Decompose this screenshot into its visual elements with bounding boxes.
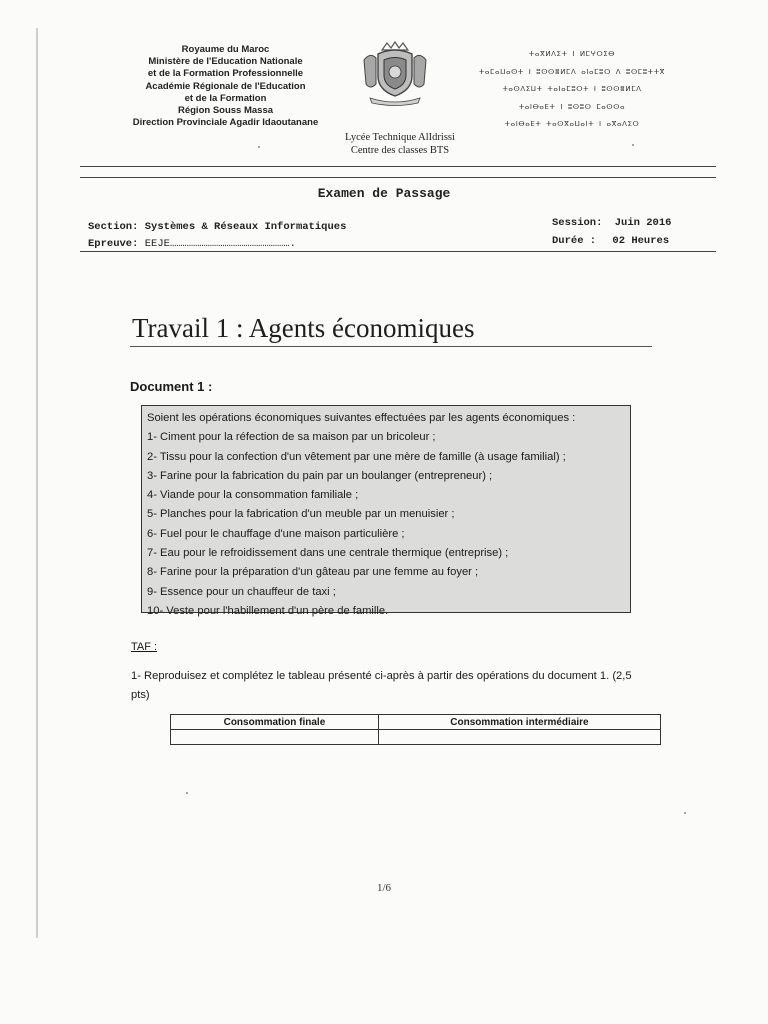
operation-item: 3- Farine pour la fabrication du pain par un boulanger (entrepreneur) ; (147, 469, 493, 482)
operation-item: 5- Planches pour la fabrication d'un meuble par un menuisier ; (147, 508, 455, 521)
header-administration-tifinagh (452, 46, 692, 134)
page-number: 1/6 (376, 882, 392, 894)
section-label: Section: (88, 221, 139, 233)
operation-item: 9- Essence pour un chauffeur de taxi ; (147, 585, 336, 598)
header-line: ⵜⴰⵙⴷⵉⵡⵜ ⵜⴰⵏⴰⵎⵓⵔⵜ ⵏ ⵓⵙⵙⴻⵍⵎⴷ (502, 85, 642, 93)
school-line: Centre des classes BTS (350, 144, 450, 156)
header-divider (80, 177, 716, 178)
header-administration-fr (118, 44, 333, 129)
royal-crest-icon (360, 40, 430, 106)
session-label: Session: (552, 217, 603, 229)
epreuve-label: Epreuve: (88, 238, 139, 250)
table-header-row (171, 715, 661, 730)
duree-line (552, 235, 669, 247)
taf-label: TAF : (131, 641, 158, 653)
col-consommation-finale: Consommation finale (171, 715, 379, 730)
travail-title: Travail 1 : Agents économiques (132, 313, 475, 343)
scan-speck (684, 812, 686, 814)
scan-speck (186, 792, 188, 794)
operation-item: 8- Farine pour la préparation d'un gâteau par une femme au foyer ; (147, 566, 479, 579)
header-line: ⵜⴰⵎⴰⵡⴰⵙⵜ ⵏ ⵓⵙⵙⴻⵍⵎⴷ ⴰⵏⴰⵎⵓⵔ ⴷ ⵓⵙⵎⵓⵜⵜⴳ (478, 67, 666, 76)
section-line (88, 221, 346, 233)
header-line: Royaume du Maroc (181, 44, 270, 55)
session-line (552, 217, 671, 229)
epreuve-line (88, 238, 296, 250)
col-consommation-intermediaire: Consommation intermédiaire (378, 715, 660, 730)
header-divider (80, 166, 716, 167)
scan-edge (36, 28, 38, 938)
document-label: Document 1 : (130, 379, 213, 394)
header-line: Direction Provinciale Agadir Idaoutanane (132, 117, 319, 129)
operation-item: 7- Eau pour le refroidissement dans une centrale thermique (entreprise) ; (147, 547, 509, 560)
header-line: ⵜⴰⴳⵍⴷⵉⵜ ⵏ ⵍⵎⵖⵔⵉⴱ (528, 50, 616, 58)
header-line: ⵜⴰⵏⴱⴰⴹⵜ ⵜⴰⵙⴳⴰⵡⴰⵏⵜ ⵏ ⴰⴳⴰⴷⵉⵔ (504, 120, 640, 128)
header-line: et de la Formation (184, 92, 267, 104)
operation-item: 10- Veste pour l'habillement d'un père de famille. (147, 604, 389, 617)
scan-speck (632, 144, 634, 146)
duree-value: 02 Heures (612, 235, 670, 247)
session-value: Juin 2016 (614, 217, 672, 229)
school-name (300, 132, 500, 157)
operations-box (141, 405, 631, 617)
school-line: Lycée Technique AlIdrissi (345, 132, 455, 143)
operation-item: 6- Fuel pour le chauffage d'une maison particulière ; (147, 527, 405, 540)
duree-label: Durée : (552, 235, 597, 247)
header-line: Région Souss Massa (177, 105, 274, 117)
consumption-table (170, 714, 661, 745)
exam-title: Examen de Passage (317, 186, 451, 201)
section-value: Systèmes & Réseaux Informatiques (144, 221, 347, 233)
question-1: 1- Reproduisez et complétez le tableau présenté ci-après à partir des opérations du document 1. (2,5 pts) (131, 670, 632, 701)
epreuve-value: EEJE…………………………………………………. (144, 238, 296, 250)
operations-intro: Soient les opérations économiques suivantes effectuées par les agents économiques : (147, 412, 576, 424)
operation-item: 2- Tissu pour la confection d'un vêtement par une mère de famille (à usage familial) ; (147, 450, 566, 463)
table-cell (171, 730, 379, 745)
meta-divider (80, 251, 716, 252)
operation-item: 1- Ciment pour la réfection de sa maison par un bricoleur ; (147, 431, 436, 444)
header-line: ⵜⴰⵏⴱⴰⴹⵜ ⵏ ⵓⵙⵓⵙ ⵎⴰⵙⵙⴰ (518, 102, 626, 111)
header-line: Ministère de l'Education Nationale (148, 56, 303, 68)
table-row (171, 730, 661, 745)
header-line: et de la Formation Professionnelle (147, 68, 304, 80)
header-line: Académie Régionale de l'Education (145, 80, 306, 92)
table-cell (378, 730, 660, 745)
scan-speck (258, 146, 260, 148)
operation-item: 4- Viande pour la consommation familiale ; (147, 489, 359, 502)
travail-underline (130, 346, 652, 347)
